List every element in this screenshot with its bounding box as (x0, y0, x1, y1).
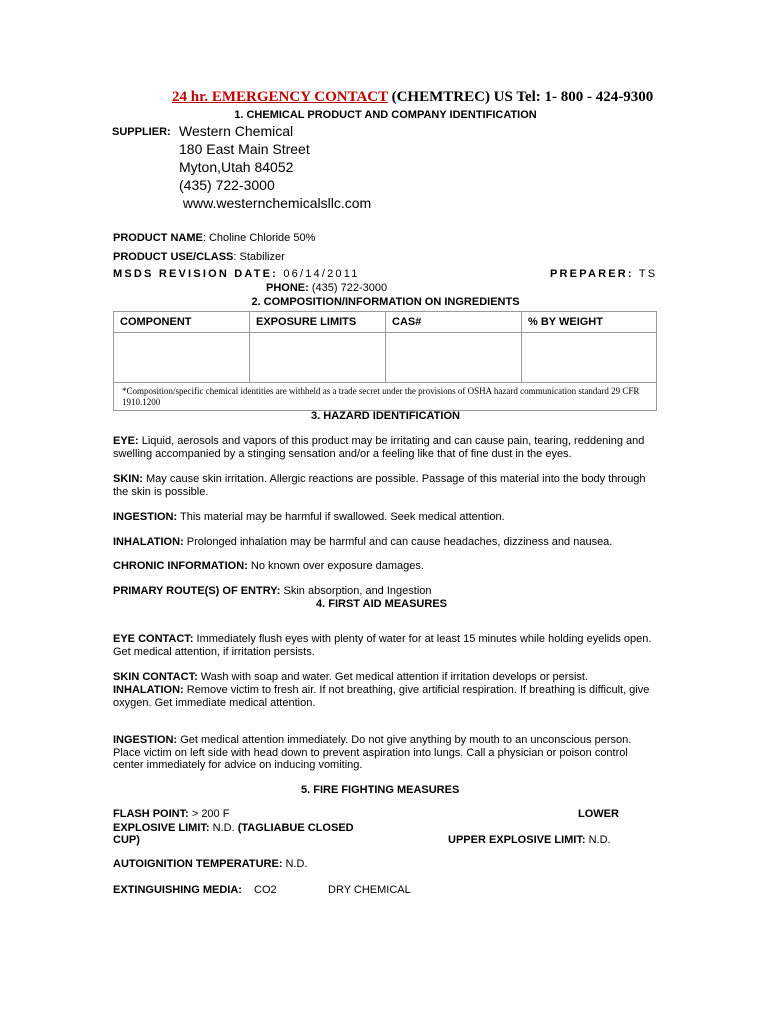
header-exposure-limits: EXPOSURE LIMITS (250, 312, 386, 333)
flash-point-label: FLASH POINT: (113, 808, 189, 820)
supplier-website: www.westernchemicalsllc.com (179, 195, 372, 211)
product-name-value: : Choline Chloride 50% (202, 232, 316, 244)
table-cell (250, 333, 386, 383)
firstaid-skin (113, 671, 658, 684)
extinguishing-label: EXTINGUISHING MEDIA: (113, 884, 242, 896)
hazard-skin-label: SKIN: (113, 473, 143, 485)
extinguishing-dry-chemical: DRY CHEMICAL (328, 884, 411, 896)
firstaid-eye-label: EYE CONTACT: (113, 633, 194, 645)
header-cas: CAS# (386, 312, 522, 333)
autoignition-label: AUTOIGNITION TEMPERATURE: (113, 858, 283, 870)
explosive-limit (113, 822, 354, 834)
upper-explosive-value: N.D. (585, 834, 611, 846)
hazard-skin-text: May cause skin irritation. Allergic reactions are possible. Passage of this material into the body through the skin is possible. (113, 473, 646, 498)
firstaid-inhalation-text: Remove victim to fresh air. If not breathing, give artificial respiration. If breathing is difficult, give oxygen. Get immediate medical attention. (113, 684, 650, 709)
table-cell (386, 333, 522, 383)
product-use-label: PRODUCT USE/CLASS (113, 251, 234, 263)
chemtrec-phone: (CHEMTREC) US Tel: 1- 800 - 424-9300 (391, 89, 654, 105)
table-row (114, 333, 657, 383)
firstaid-ingestion-label: INGESTION: (113, 734, 178, 746)
product-name-label: PRODUCT NAME (113, 232, 203, 244)
emergency-contact (172, 89, 653, 106)
cup-label: CUP) (113, 834, 140, 846)
supplier-block (179, 122, 371, 212)
upper-explosive-limit (448, 834, 611, 846)
hazard-route-label: PRIMARY ROUTE(S) OF ENTRY: (113, 585, 281, 597)
phone-label: PHONE: (266, 282, 309, 294)
hazard-route-text: Skin absorption, and Ingestion (280, 585, 432, 597)
firstaid-skin-text: Wash with soap and water. Get medical attention if irritation develops or persist. (197, 671, 589, 683)
supplier-address-1: 180 East Main Street (179, 141, 310, 157)
firstaid-ingestion (113, 734, 658, 772)
section-3-title: 3. HAZARD IDENTIFICATION (311, 410, 460, 422)
preparer (550, 268, 657, 280)
firstaid-eye (113, 633, 653, 658)
revision-label: MSDS REVISION DATE: (113, 268, 279, 280)
hazard-skin (113, 473, 658, 498)
section-4-title: 4. FIRST AID MEASURES (316, 598, 447, 610)
composition-table (113, 311, 657, 411)
upper-explosive-label: UPPER EXPLOSIVE LIMIT: (448, 834, 586, 846)
hazard-ingestion-text: This material may be harmful if swallowed. Seek medical attention. (177, 511, 505, 523)
supplier-name: Western Chemical (179, 123, 294, 139)
preparer-value: TS (638, 268, 658, 280)
flash-point-value: > 200 F (188, 808, 230, 820)
supplier-address-2: Myton,Utah 84052 (179, 159, 294, 175)
header-component: COMPONENT (114, 312, 250, 333)
hazard-chronic-label: CHRONIC INFORMATION: (113, 560, 248, 572)
preparer-label: PREPARER: (550, 268, 634, 280)
supplier-label: SUPPLIER: (112, 126, 171, 138)
product-use (113, 251, 285, 263)
emergency-contact-label: 24 hr. EMERGENCY CONTACT (172, 89, 388, 105)
tagliabue-label: (TAGLIABUE CLOSED (234, 822, 354, 834)
header-percent-weight: % BY WEIGHT (522, 312, 657, 333)
table-cell (522, 333, 657, 383)
hazard-ingestion-label: INGESTION: (113, 511, 178, 523)
explosive-limit-value: N.D. (209, 822, 235, 834)
hazard-eye (113, 435, 658, 460)
firstaid-inhalation-label: INHALATION: (113, 684, 184, 696)
lower-label: LOWER (578, 808, 619, 820)
flash-point (113, 808, 229, 820)
hazard-chronic (113, 560, 658, 573)
explosive-limit-label: EXPLOSIVE LIMIT: (113, 822, 210, 834)
hazard-eye-label: EYE: (113, 435, 139, 447)
revision-date: 06/14/2011 (283, 268, 360, 280)
firstaid-eye-text: Immediately flush eyes with plenty of water for at least 15 minutes while holding eyelids open. Get medical attention, if irritation persists. (113, 633, 652, 658)
phone-line (266, 282, 387, 294)
extinguishing-media (113, 884, 242, 896)
product-name (113, 232, 315, 244)
hazard-route (113, 585, 658, 598)
hazard-eye-text: Liquid, aerosols and vapors of this product may be irritating and can cause pain, tearing, reddening and swelling accompanied by a stinging sensation and/or a feeling like that of fine dust in the eyes. (113, 435, 645, 460)
table-header-row (114, 312, 657, 333)
hazard-ingestion (113, 511, 658, 524)
table-cell (114, 333, 250, 383)
section-5-title: 5. FIRE FIGHTING MEASURES (301, 784, 460, 796)
autoignition (113, 858, 308, 870)
supplier-phone: (435) 722-3000 (179, 177, 275, 193)
hazard-inhalation-label: INHALATION: (113, 536, 184, 548)
hazard-chronic-text: No known over exposure damages. (247, 560, 424, 572)
autoignition-value: N.D. (282, 858, 308, 870)
phone-value: (435) 722-3000 (311, 282, 388, 294)
hazard-inhalation-text: Prolonged inhalation may be harmful and can cause headaches, dizziness and nausea. (183, 536, 613, 548)
trade-secret-note: *Composition/specific chemical identities are withheld as a trade secret under the provisions of OSHA hazard communication standard 29 CFR 1910.1200 (114, 383, 657, 411)
msds-revision (113, 268, 360, 280)
product-use-value: : Stabilizer (233, 251, 285, 263)
firstaid-inhalation (113, 684, 658, 709)
section-2-title: 2. COMPOSITION/INFORMATION ON INGREDIENTS (251, 296, 520, 308)
section-1-title: 1. CHEMICAL PRODUCT AND COMPANY IDENTIFICATION (234, 109, 537, 121)
extinguishing-co2: CO2 (254, 884, 277, 896)
hazard-inhalation (113, 536, 658, 549)
firstaid-ingestion-text: Get medical attention immediately. Do not give anything by mouth to an unconscious person. Place victim on left side with head down to prevent aspiration into lungs. Call a physician or poison control center immediately for advice on inducing vomiting. (113, 734, 632, 771)
firstaid-skin-label: SKIN CONTACT: (113, 671, 198, 683)
table-note-row (114, 383, 657, 411)
